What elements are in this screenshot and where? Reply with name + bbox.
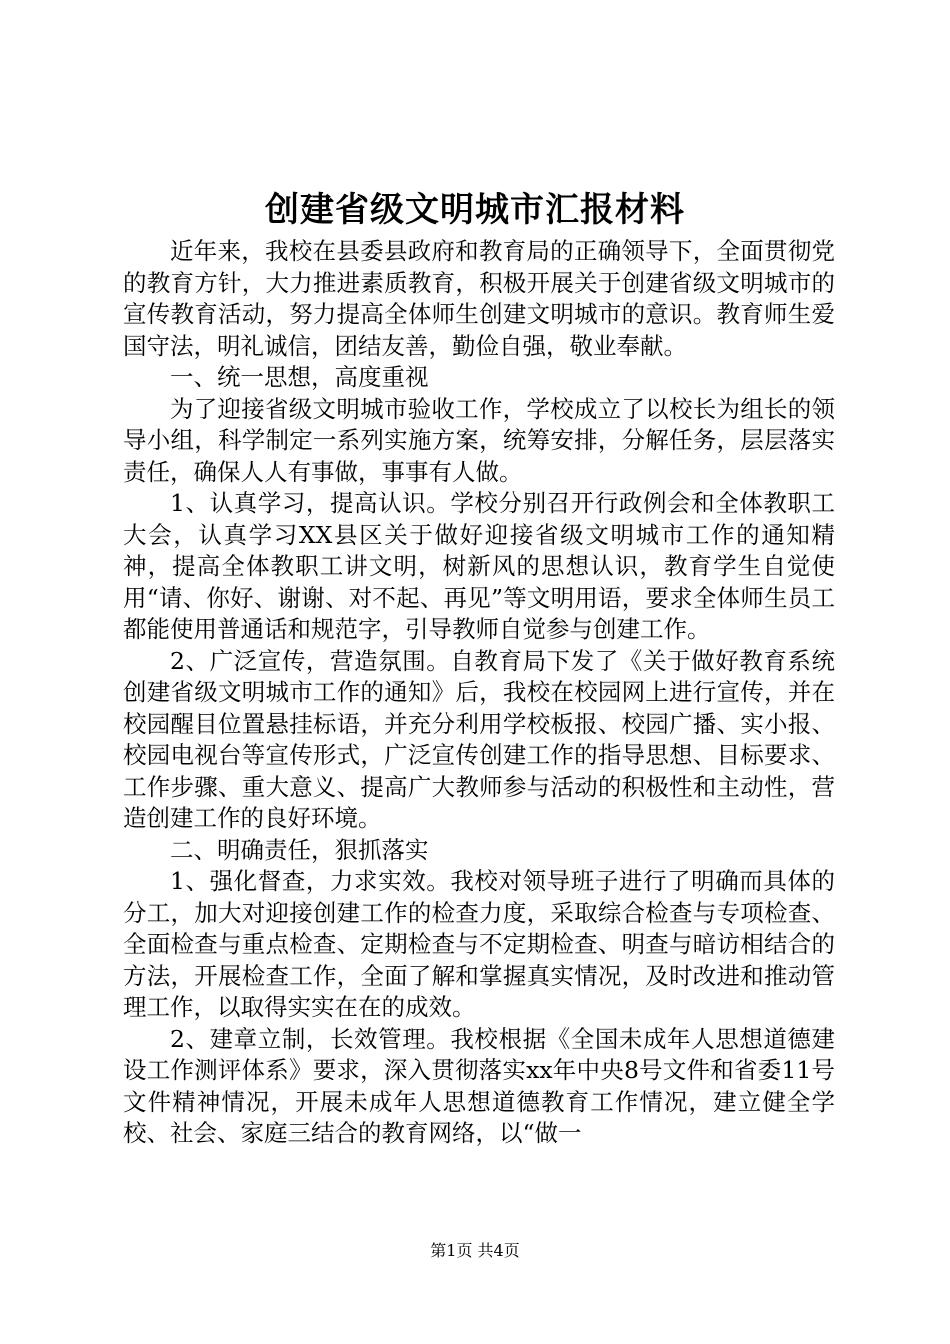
paragraph-intro: 近年来，我校在县委县政府和教育局的正确领导下，全面贯彻党的教育方针，大力推进素质教育，积极开展关于创建省级文明城市的宣传教育活动，努力提高全体师生创建文明城市的意识。教育师生爱国守法，明礼诚信，团结友善，勤俭自强，敬业奉献。 bbox=[123, 237, 835, 360]
page-number-footer: 第1页 共4页 bbox=[430, 1241, 520, 1260]
paragraph: 为了迎接省级文明城市验收工作，学校成立了以校长为组长的领导小组，科学制定一系列实施方案，统筹安排，分解任务，层层落实责任，确保人人有事做，事事有人做。 bbox=[123, 394, 835, 486]
paragraph: 1、强化督查，力求实效。我校对领导班子进行了明确而具体的分工，加大对迎接创建工作的检查力度，采取综合检查与专项检查、全面检查与重点检查、定期检查与不定期检查、明查与暗访相结合的方法，开展检查工作，全面了解和掌握真实情况，及时改进和推动管理工作，以取得实实在在的成效。 bbox=[123, 867, 835, 1021]
paragraph: 2、建章立制，长效管理。我校根据《全国未成年人思想道德建设工作测评体系》要求，深入贯彻落实xx年中央8号文件和省委11号文件精神情况，开展未成年人思想道德教育工作情况，建立健全学校、社会、家庭三结合的教育网络，以“做一 bbox=[123, 1024, 835, 1147]
section-heading-1: 一、统一思想，高度重视 bbox=[170, 363, 429, 391]
paragraph: 1、认真学习，提高认识。学校分别召开行政例会和全体教职工大会，认真学习XX县区关于做好迎接省级文明城市工作的通知精神，提高全体教职工讲文明，树新风的思想认识，教育学生自觉使用“请、你好、谢谢、对不起、再见”等文明用语，要求全体师生员工都能使用普通话和规范字，引导教师自觉参与创建工作。 bbox=[123, 489, 835, 643]
document-body bbox=[123, 236, 835, 1150]
paragraph: 2、广泛宣传，营造氛围。自教育局下发了《关于做好教育系统创建省级文明城市工作的通知》后，我校在校园网上进行宣传，并在校园醒目位置悬挂标语，并充分利用学校板报、校园广播、实小报、校园电视台等宣传形式，广泛宣传创建工作的指导思想、目标要求、工作步骤、重大意义、提高广大教师参与活动的积极性和主动性，营造创建工作的良好环境。 bbox=[123, 646, 835, 832]
document-title: 创建省级文明城市汇报材料 bbox=[265, 190, 685, 230]
section-heading-2: 二、明确责任，狠抓落实 bbox=[170, 835, 429, 864]
